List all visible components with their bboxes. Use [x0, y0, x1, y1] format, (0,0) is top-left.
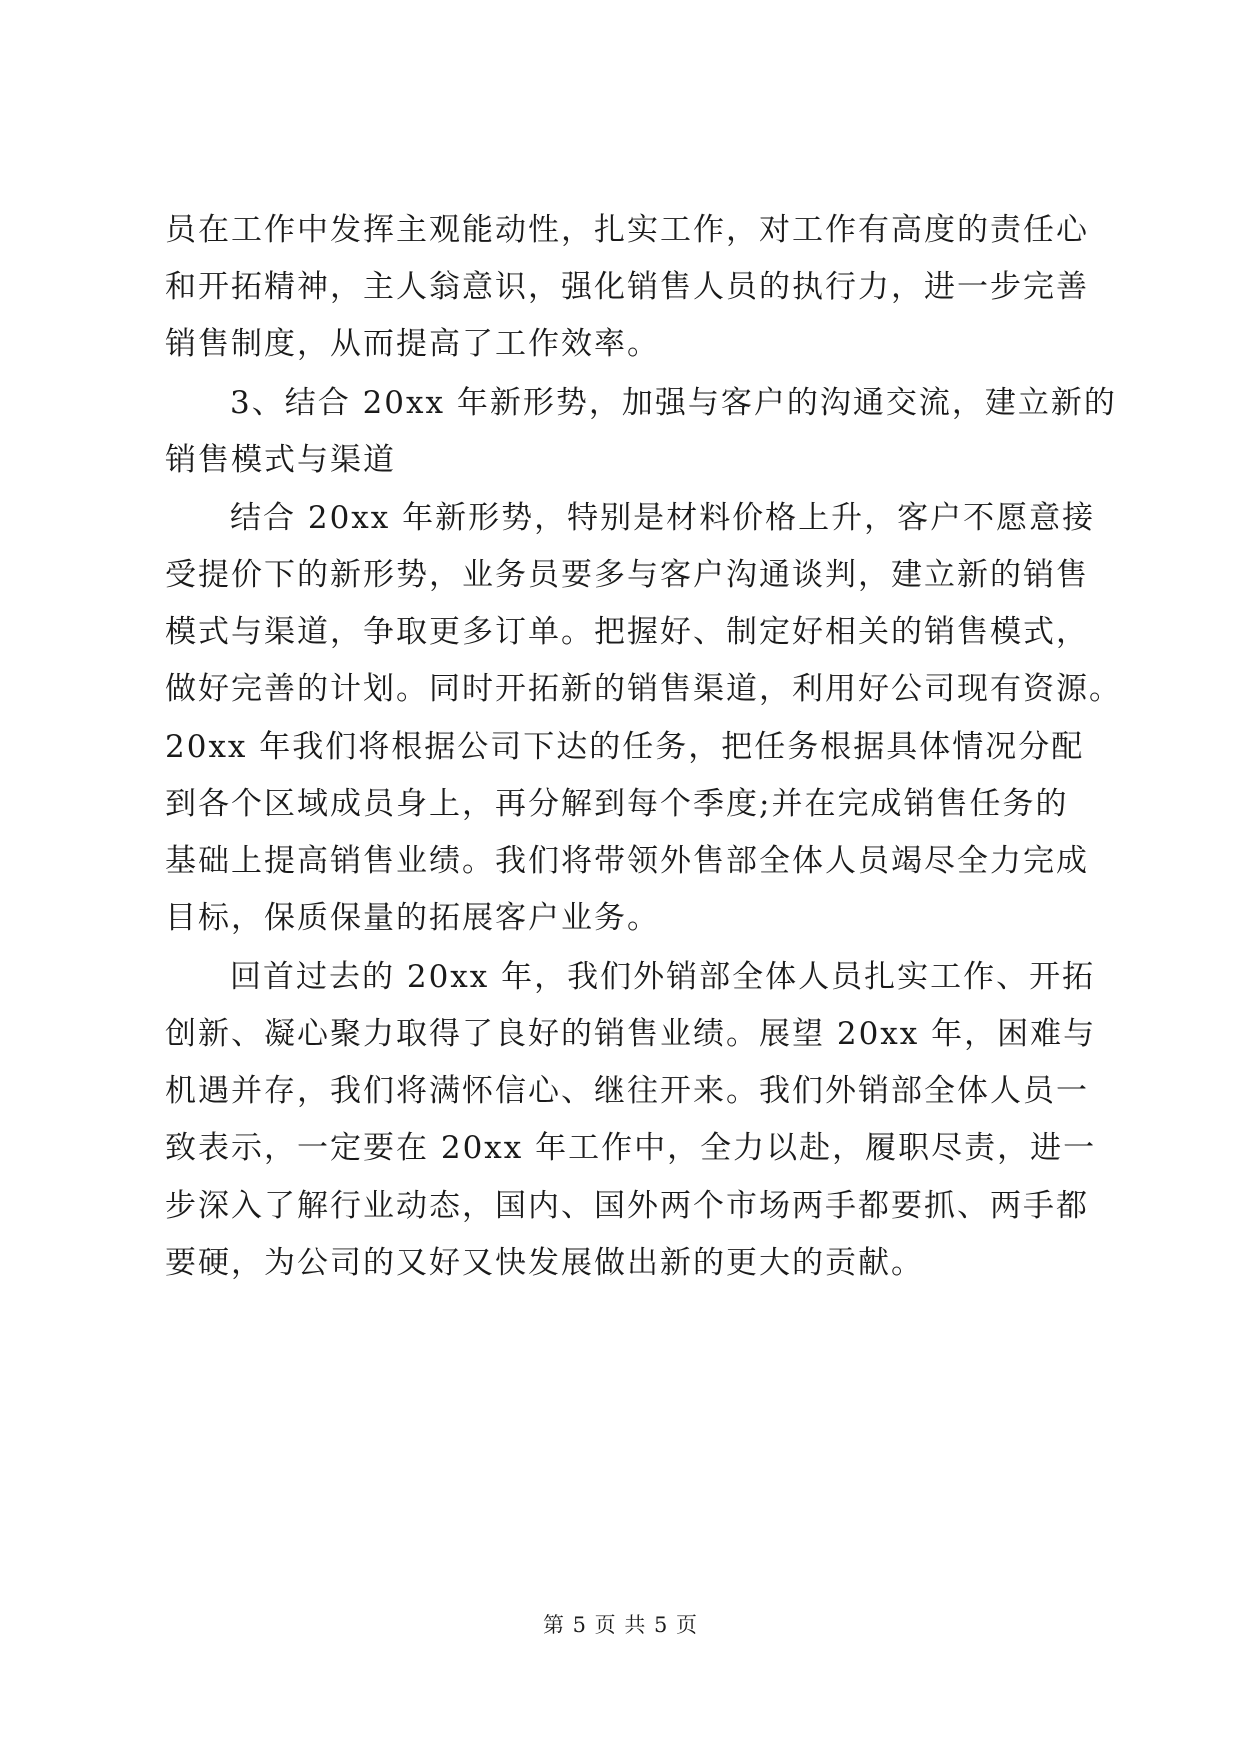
body-text-line: 回首过去的 20xx 年，我们外销部全体人员扎实工作、开拓: [230, 959, 1096, 995]
body-text-line: 基础上提高销售业绩。我们将带领外售部全体人员竭尽全力完成: [165, 843, 1089, 879]
body-text-line: 员在工作中发挥主观能动性，扎实工作，对工作有高度的责任心: [165, 212, 1089, 248]
body-text-line: 目标，保质保量的拓展客户业务。: [165, 900, 660, 936]
body-text-line: 要硬，为公司的又好又快发展做出新的更大的贡献。: [165, 1245, 924, 1281]
page-number-footer: 第 5 页 共 5 页: [542, 1613, 699, 1637]
body-text-line: 结合 20xx 年新形势，特别是材料价格上升，客户不愿意接: [230, 500, 1096, 536]
section-heading-line: 3、结合 20xx 年新形势，加强与客户的沟通交流，建立新的: [230, 385, 1117, 421]
body-text-line: 20xx 年我们将根据公司下达的任务，把任务根据具体情况分配: [165, 729, 1085, 765]
body-text-line: 销售制度，从而提高了工作效率。: [165, 326, 660, 362]
section-heading-line: 销售模式与渠道: [165, 442, 396, 478]
body-text-line: 致表示，一定要在 20xx 年工作中，全力以赴，履职尽责，进一: [165, 1130, 1097, 1166]
body-text-line: 和开拓精神，主人翁意识，强化销售人员的执行力，进一步完善: [165, 269, 1089, 305]
body-text-line: 模式与渠道，争取更多订单。把握好、制定好相关的销售模式，: [165, 614, 1089, 650]
body-text-line: 机遇并存，我们将满怀信心、继往开来。我们外销部全体人员一: [165, 1073, 1089, 1109]
body-text-line: 到各个区域成员身上，再分解到每个季度;并在完成销售任务的: [165, 786, 1069, 822]
body-text-line: 步深入了解行业动态，国内、国外两个市场两手都要抓、两手都: [165, 1188, 1089, 1224]
body-text-line: 受提价下的新形势，业务员要多与客户沟通谈判，建立新的销售: [165, 557, 1089, 593]
body-text-line: 做好完善的计划。同时开拓新的销售渠道，利用好公司现有资源。: [165, 671, 1122, 707]
body-text-line: 创新、凝心聚力取得了良好的销售业绩。展望 20xx 年，困难与: [165, 1016, 1097, 1052]
